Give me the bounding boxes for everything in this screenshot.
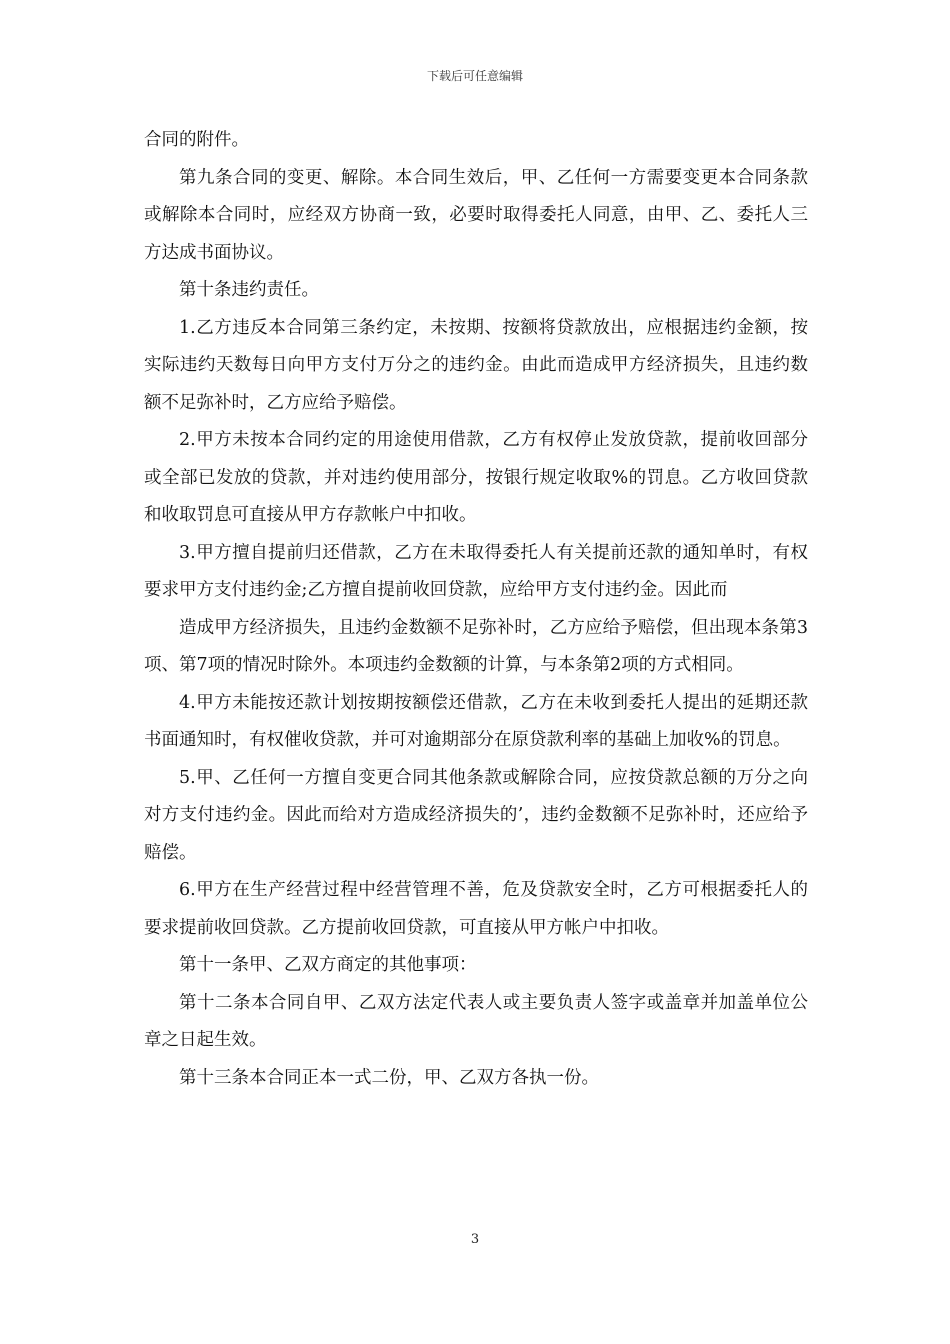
paragraph-article-12: 第十二条本合同自甲、乙双方法定代表人或主要负责人签字或盖章并加盖单位公章之日起生效。 — [144, 992, 808, 1050]
page-header: 下载后可任意编辑 — [426, 69, 523, 83]
paragraph-clause-6: 6.甲方在生产经营过程中经营管理不善，危及贷款安全时，乙方可根据委托人的要求提前收回贷款。乙方提前收回贷款，可直接从甲方帐户中扣收。 — [144, 880, 808, 938]
paragraph-article-13: 第十三条本合同正本一式二份，甲、乙双方各执一份。 — [179, 1067, 599, 1088]
page-number: 3 — [470, 1232, 480, 1247]
paragraph-clause-3: 3.甲方擅自提前归还借款，乙方在未取得委托人有关提前还款的通知单时，有权要求甲方支付违约金;乙方擅自提前收回贷款，应给甲方支付违约金。因此而 — [144, 542, 808, 600]
paragraph-clause-1: 1.乙方违反本合同第三条约定，未按期、按额将贷款放出，应根据违约金额，按实际违约天数每日向甲方支付万分之的违约金。由此而造成甲方经济损失，且违约数额不足弥补时，乙方应给予赔偿。 — [144, 317, 808, 413]
paragraph-article-10-title: 第十条违约责任。 — [179, 280, 319, 300]
paragraph-article-9: 第九条合同的变更、解除。本合同生效后，甲、乙任何一方需要变更本合同条款或解除本合同时，应经双方协商一致，必要时取得委托人同意，由甲、乙、委托人三方达成书面协议。 — [144, 167, 808, 263]
paragraph-attachment: 合同的附件。 — [144, 130, 249, 150]
paragraph-clause-2: 2.甲方未按本合同约定的用途使用借款，乙方有权停止发放贷款，提前收回部分或全部已发放的贷款，并对违约使用部分，按银行规定收取%的罚息。乙方收回贷款和收取罚息可直接从甲方存款帐户中扣收。 — [144, 430, 808, 525]
paragraph-clause-5: 5.甲、乙任何一方擅自变更合同其他条款或解除合同，应按贷款总额的万分之向对方支付违约金。因此而给对方造成经济损失的’，违约金数额不足弥补时，还应给予赔偿。 — [144, 767, 808, 863]
paragraph-article-11: 第十一条甲、乙双方商定的其他事项： — [179, 955, 477, 975]
paragraph-clause-3-continued: 造成甲方经济损失，且违约金数额不足弥补时，乙方应给予赔偿，但出现本条第3项、第7项的情况时除外。本项违约金数额的计算，与本条第2项的方式相同。 — [144, 617, 808, 675]
document-body — [144, 122, 808, 1097]
paragraph-clause-4: 4.甲方未能按还款计划按期按额偿还借款，乙方在未收到委托人提出的延期还款书面通知时，有权催收贷款，并可对逾期部分在原贷款利率的基础上加收%的罚息。 — [144, 692, 808, 750]
